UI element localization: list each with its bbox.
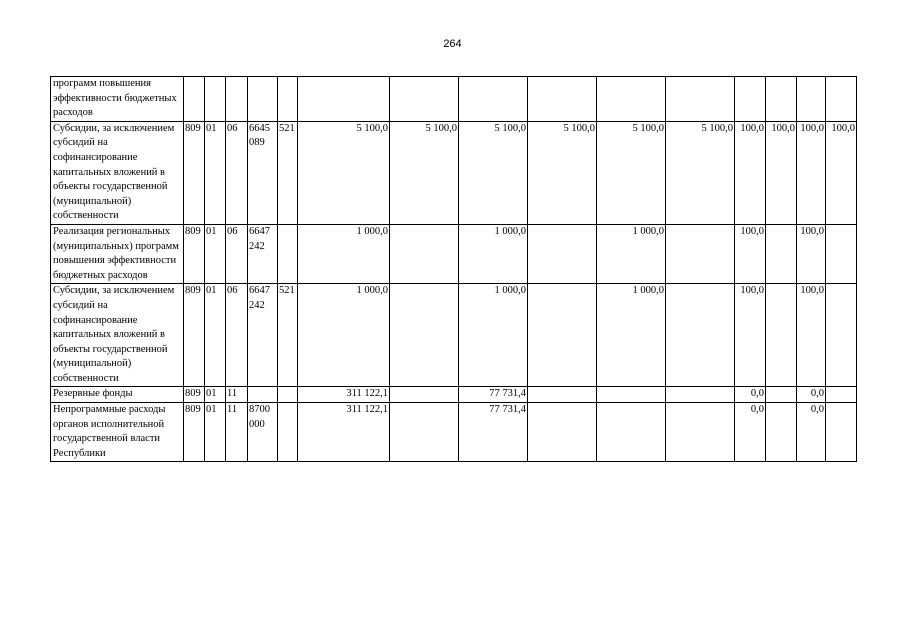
amount-second-federal: [528, 403, 597, 462]
section-code: 01: [205, 403, 226, 462]
percent-2: [766, 284, 797, 387]
row-name: Субсидии, за исключением субсидий на софинансирование капитальных вложений в объекты государственной (муниципальной) собственности: [51, 121, 184, 224]
percent-4: [826, 224, 857, 283]
amount-second-federal: 5 100,0: [528, 121, 597, 224]
amount-plan-federal: [390, 77, 459, 122]
percent-3: 100,0: [797, 121, 826, 224]
grbs-code: 809: [184, 284, 205, 387]
expense-type-code: 521: [278, 121, 298, 224]
amount-second-total: [459, 77, 528, 122]
grbs-code: 809: [184, 121, 205, 224]
target-article-code: [248, 77, 278, 122]
percent-4: 100,0: [826, 121, 857, 224]
target-article-code: 8700 000: [248, 403, 278, 462]
target-article-code: 6647 242: [248, 224, 278, 283]
row-name: программ повышения эффективности бюджетных расходов: [51, 77, 184, 122]
percent-4: [826, 403, 857, 462]
percent-3: 0,0: [797, 403, 826, 462]
percent-3: 0,0: [797, 387, 826, 403]
amount-plan-federal: [390, 284, 459, 387]
table-row: [51, 77, 857, 122]
percent-4: [826, 387, 857, 403]
table-row: [51, 121, 857, 224]
table-row: [51, 403, 857, 462]
percent-4: [826, 284, 857, 387]
amount-second-total: 1 000,0: [459, 284, 528, 387]
expense-type-code: [278, 403, 298, 462]
amount-plan-federal: [390, 403, 459, 462]
row-name: Непрограммные расходы органов исполнительной государственной власти Республики: [51, 403, 184, 462]
amount-third-total: [597, 403, 666, 462]
amount-second-total: 5 100,0: [459, 121, 528, 224]
section-code: 01: [205, 284, 226, 387]
percent-2: [766, 224, 797, 283]
row-name: Реализация региональных (муниципальных) программ повышения эффективности бюджетных расходов: [51, 224, 184, 283]
row-name: Резервные фонды: [51, 387, 184, 403]
percent-1: 0,0: [735, 403, 766, 462]
row-name: Субсидии, за исключением субсидий на софинансирование капитальных вложений в объекты государственной (муниципальной) собственности: [51, 284, 184, 387]
subsection-code: [226, 77, 248, 122]
amount-plan-total: 1 000,0: [298, 284, 390, 387]
expense-type-code: [278, 387, 298, 403]
target-article-code: 6647 242: [248, 284, 278, 387]
expense-type-code: [278, 77, 298, 122]
section-code: 01: [205, 224, 226, 283]
subsection-code: 06: [226, 121, 248, 224]
grbs-code: 809: [184, 403, 205, 462]
amount-plan-total: 311 122,1: [298, 387, 390, 403]
subsection-code: 11: [226, 387, 248, 403]
section-code: 01: [205, 121, 226, 224]
percent-2: 100,0: [766, 121, 797, 224]
amount-third-federal: [666, 387, 735, 403]
percent-3: 100,0: [797, 224, 826, 283]
amount-third-federal: 5 100,0: [666, 121, 735, 224]
page-number: 264: [443, 38, 462, 50]
percent-1: 100,0: [735, 224, 766, 283]
grbs-code: 809: [184, 387, 205, 403]
amount-third-total: 1 000,0: [597, 224, 666, 283]
table-row: [51, 284, 857, 387]
amount-second-total: 1 000,0: [459, 224, 528, 283]
amount-second-total: 77 731,4: [459, 403, 528, 462]
percent-1: 100,0: [735, 284, 766, 387]
percent-2: [766, 77, 797, 122]
percent-3: [797, 77, 826, 122]
target-article-code: [248, 387, 278, 403]
grbs-code: [184, 77, 205, 122]
section-code: 01: [205, 387, 226, 403]
amount-third-total: [597, 387, 666, 403]
percent-1: [735, 77, 766, 122]
amount-third-federal: [666, 224, 735, 283]
amount-third-total: 5 100,0: [597, 121, 666, 224]
amount-third-total: [597, 77, 666, 122]
table-row: [51, 387, 857, 403]
target-article-code: 6645 089: [248, 121, 278, 224]
amount-third-federal: [666, 77, 735, 122]
amount-plan-federal: [390, 224, 459, 283]
amount-plan-total: 1 000,0: [298, 224, 390, 283]
amount-second-total: 77 731,4: [459, 387, 528, 403]
amount-plan-federal: 5 100,0: [390, 121, 459, 224]
subsection-code: 06: [226, 284, 248, 387]
amount-second-federal: [528, 224, 597, 283]
amount-plan-total: [298, 77, 390, 122]
subsection-code: 11: [226, 403, 248, 462]
amount-third-total: 1 000,0: [597, 284, 666, 387]
expense-type-code: [278, 224, 298, 283]
percent-2: [766, 387, 797, 403]
section-code: [205, 77, 226, 122]
expense-type-code: 521: [278, 284, 298, 387]
percent-2: [766, 403, 797, 462]
percent-1: 0,0: [735, 387, 766, 403]
table-body: [51, 77, 857, 462]
amount-third-federal: [666, 284, 735, 387]
amount-second-federal: [528, 387, 597, 403]
amount-plan-total: 5 100,0: [298, 121, 390, 224]
amount-plan-federal: [390, 387, 459, 403]
amount-second-federal: [528, 77, 597, 122]
percent-4: [826, 77, 857, 122]
percent-1: 100,0: [735, 121, 766, 224]
percent-3: 100,0: [797, 284, 826, 387]
grbs-code: 809: [184, 224, 205, 283]
subsection-code: 06: [226, 224, 248, 283]
amount-second-federal: [528, 284, 597, 387]
budget-table: [50, 76, 857, 462]
table-row: [51, 224, 857, 283]
amount-plan-total: 311 122,1: [298, 403, 390, 462]
amount-third-federal: [666, 403, 735, 462]
